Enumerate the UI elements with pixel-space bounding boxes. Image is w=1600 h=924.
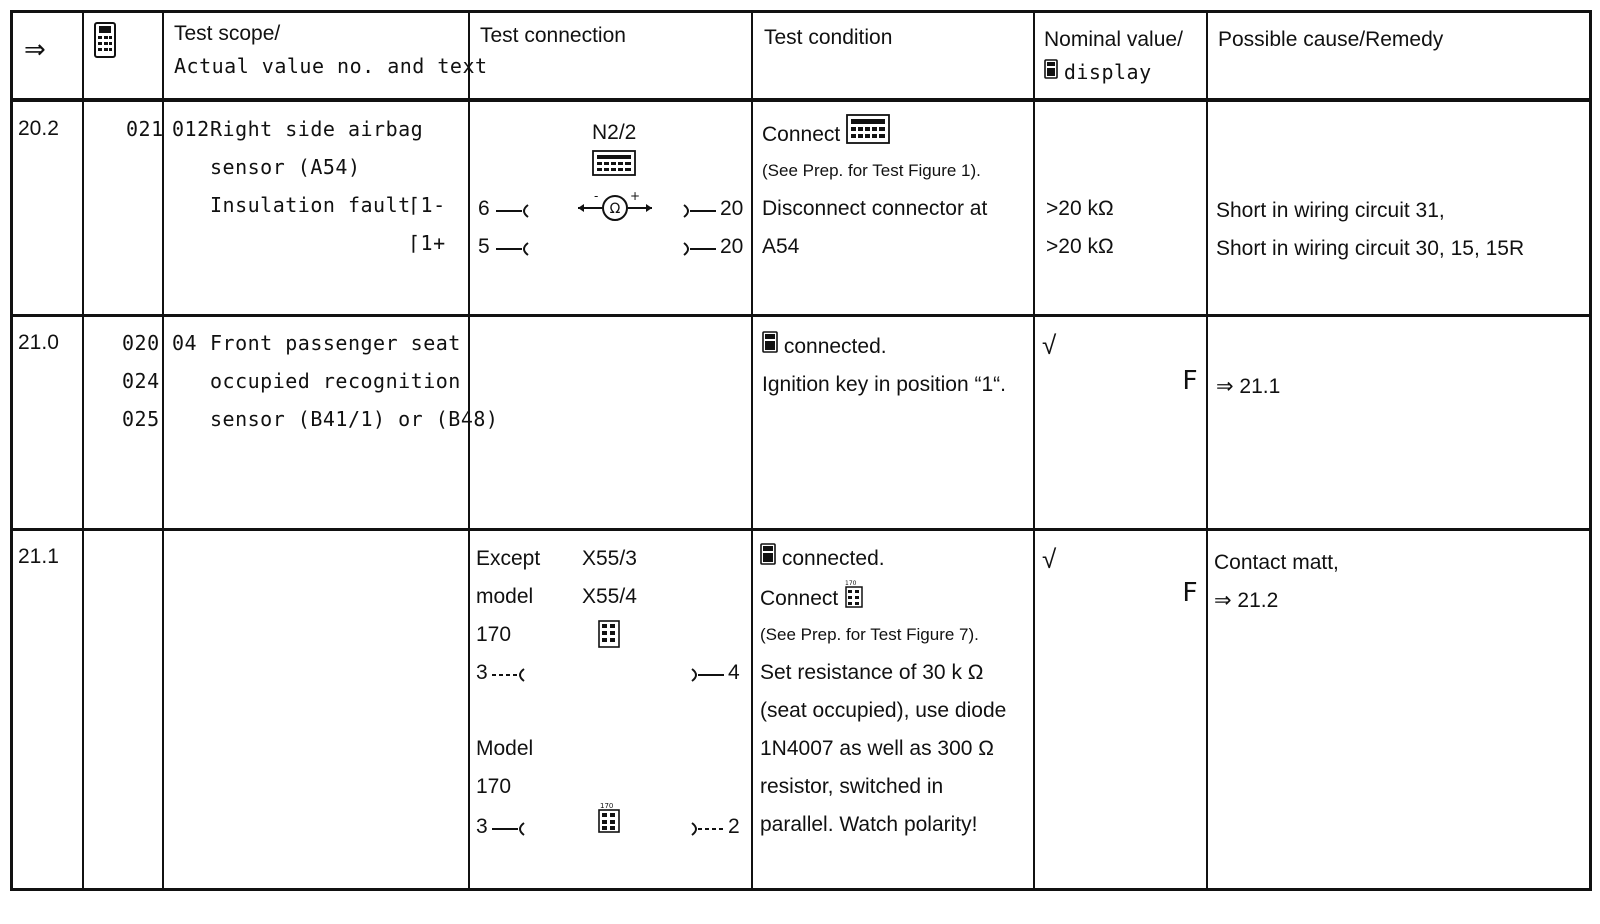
condition-line: (See Prep. for Test Figure 7). [760, 625, 979, 644]
condition-line: Connect 170 [760, 578, 864, 621]
svg-text:170: 170 [845, 580, 857, 587]
table-border-bottom [10, 888, 1592, 891]
condition-line: (See Prep. for Test Figure 1). [762, 161, 981, 180]
step-number: 20.2 [18, 117, 59, 140]
header-arrow: ⇒ [24, 34, 46, 64]
connector-block-icon [598, 800, 620, 839]
condition-line: connected. [760, 540, 885, 578]
connector-block-icon [598, 620, 620, 653]
row-divider [10, 528, 1592, 531]
svg-text:+: + [630, 192, 641, 203]
svg-text:170: 170 [600, 802, 614, 810]
control-unit-icon [846, 114, 890, 157]
scope-line: sensor (B41/1) or (B48) [210, 407, 499, 431]
tester-icon [760, 540, 776, 578]
pin-sign: ⌈1+ [408, 231, 446, 255]
connector-icon [690, 822, 724, 841]
nominal-check: √ [1042, 544, 1057, 574]
display-code: 021 [126, 117, 164, 141]
remedy-line: ⇒ 21.1 [1216, 375, 1281, 398]
tester-icon [762, 328, 778, 366]
connector-icon [496, 204, 530, 223]
pin-right: 4 [728, 661, 740, 684]
ohmmeter-icon [576, 192, 654, 227]
tester-icon [92, 22, 118, 63]
test-table [10, 10, 1592, 915]
connection-line: 170 [476, 623, 512, 646]
remedy-line: Short in wiring circuit 30, 15, 15R [1216, 237, 1525, 260]
condition-line: A54 [762, 235, 800, 258]
header-connection: Test connection [480, 24, 626, 47]
connector-icon [496, 242, 530, 261]
connector-icon [690, 668, 724, 687]
header-scope-line1: Test scope/ [174, 22, 281, 45]
remedy-line: ⇒ 21.2 [1214, 589, 1279, 612]
header-scope-line2: Actual value no. and text [174, 54, 488, 78]
pin-left: 5 [478, 235, 490, 258]
pin-left: 6 [478, 197, 490, 220]
step-number: 21.1 [18, 545, 59, 568]
pin-sign: ⌈1- [408, 193, 446, 217]
col-divider [468, 10, 470, 891]
connection-label: X55/3 [582, 547, 637, 570]
step-number: 21.0 [18, 331, 59, 354]
nominal-value: >20 kΩ [1046, 197, 1114, 220]
connection-line: Except [476, 547, 541, 570]
col-divider [10, 10, 13, 891]
header-nominal-line2: display [1044, 56, 1152, 89]
condition-line: Connect [762, 114, 890, 157]
condition-line: parallel. Watch polarity! [760, 813, 978, 836]
table-border-top [10, 10, 1592, 13]
remedy-line: Contact matt, [1214, 551, 1339, 574]
scope-line: Right side airbag [210, 117, 424, 141]
display-code: 020 [122, 331, 160, 355]
condition-line: Set resistance of 30 k Ω [760, 661, 984, 684]
connector-icon [492, 668, 526, 687]
pin-right: 2 [728, 815, 740, 838]
connection-line: 170 [476, 775, 512, 798]
col-divider [1033, 10, 1035, 891]
table-border-right [1589, 10, 1592, 891]
connection-line: Model [476, 737, 534, 760]
scope-line: Insulation fault [210, 193, 411, 217]
header-nominal-line1: Nominal value/ [1044, 28, 1183, 51]
header-divider [10, 98, 1592, 102]
scope-line: Front passenger seat [210, 331, 461, 355]
condition-line: 1N4007 as well as 300 Ω [760, 737, 995, 760]
col-divider [1206, 10, 1208, 891]
pin-left: 3 [476, 815, 488, 838]
connector-block-icon [844, 578, 864, 621]
condition-line: Ignition key in position “1“. [762, 373, 1006, 396]
scope-line: occupied recognition [210, 369, 461, 393]
connector-icon [492, 822, 526, 841]
row-divider [10, 314, 1592, 317]
nominal-display: F [1182, 578, 1199, 608]
svg-text:-: - [594, 192, 599, 203]
svg-text:Ω: Ω [609, 201, 621, 217]
condition-line: (seat occupied), use diode [760, 699, 1007, 722]
nominal-check: √ [1042, 330, 1057, 360]
scope-code: 012 [172, 117, 210, 141]
display-code: 025 [122, 407, 160, 431]
header-remedy: Possible cause/Remedy [1218, 28, 1444, 51]
nominal-value: >20 kΩ [1046, 235, 1114, 258]
tester-icon [1044, 57, 1058, 89]
col-divider [751, 10, 753, 891]
control-unit-icon [592, 150, 636, 181]
condition-line: connected. [762, 328, 887, 366]
connection-label: N2/2 [592, 121, 637, 144]
connection-line: model [476, 585, 534, 608]
pin-right: 20 [720, 235, 744, 258]
condition-line: resistor, switched in [760, 775, 944, 798]
header-condition: Test condition [764, 26, 893, 49]
connection-label: X55/4 [582, 585, 637, 608]
scope-code: 04 [172, 331, 198, 355]
col-divider [82, 10, 84, 891]
nominal-display: F [1182, 366, 1199, 396]
display-code: 024 [122, 369, 160, 393]
scope-line: sensor (A54) [210, 155, 361, 179]
pin-left: 3 [476, 661, 488, 684]
condition-line: Disconnect connector at [762, 197, 988, 220]
pin-right: 20 [720, 197, 744, 220]
connector-icon [682, 242, 716, 261]
connector-icon [682, 204, 716, 223]
remedy-line: Short in wiring circuit 31, [1216, 199, 1445, 222]
